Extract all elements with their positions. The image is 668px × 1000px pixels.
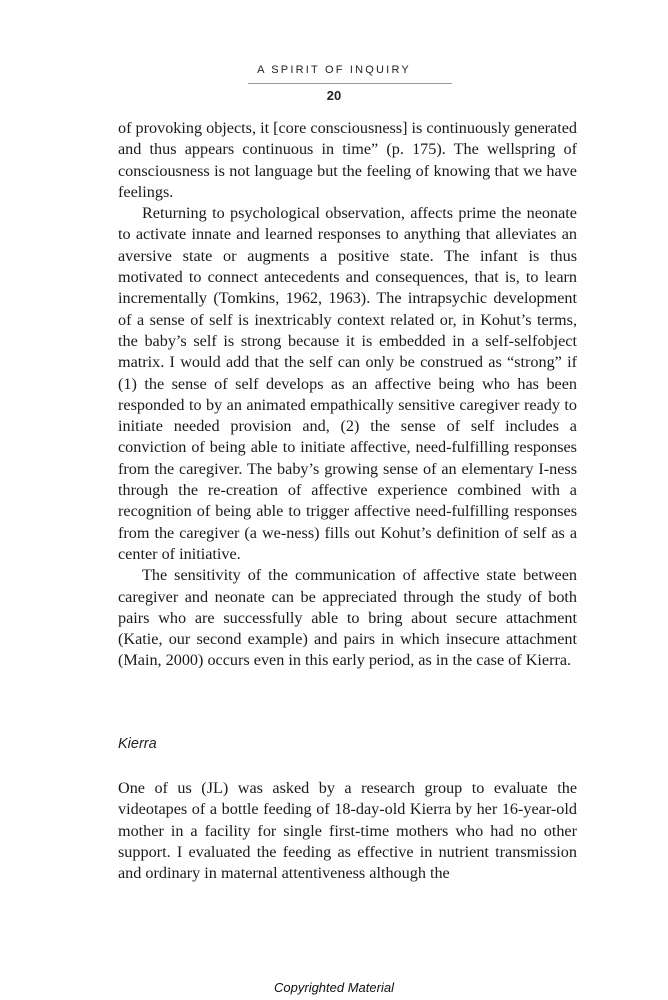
paragraph-sensitivity: The sensitivity of the communication of affective state between caregiver and neonate can be appreciated through the study of both pairs who are successfully able to bring about secure attachment (Katie, our second example) and pairs in which insecure attachment (Main, 2000) occurs even in this early period, as in the case of Kierra. xyxy=(118,566,577,670)
paragraph-kierra: One of us (JL) was asked by a research group to evaluate the videotapes of a bottle feeding of 18-day-old Kierra by her 16-year-old mother in a facility for single first-time mothers who had no other support. I evaluated the feeding as effective in nutrient transmission and ordinary in maternal attentiveness although the xyxy=(118,779,577,883)
running-head: A SPIRIT OF INQUIRY xyxy=(257,64,411,76)
header-rule xyxy=(248,83,452,84)
page-number: 20 xyxy=(326,88,342,103)
paragraph-returning: Returning to psychological observation, affects prime the neonate to activate innate and learned responses to anything that alleviates an aversive state or augments a positive state. The infant is thus motivated to connect antecedents and consequences, that is, to learn incrementally (Tomkins, 1962, 1963). The intrapsychic development of a sense of self is inextricably context related or, in Kohut’s terms, the baby’s self is strong because it is embedded in a self-selfobject matrix. I would add that the self can only be construed as “strong” if (1) the sense of self develops as an affective being who has been responded to by an animated empathically sensitive caregiver ready to initiate needed provision and, (2) the sense of self includes a conviction of being able to initiate affective, need-fulfilling responses from the caregiver. The baby’s growing sense of an elementary I-ness through the re-creation of affective experience combined with a recognition of being able to trigger affective need-fulfilling responses from the caregiver (a we-ness) fills out Kohut’s definition of self as a center of initiative. xyxy=(118,204,577,563)
section-heading: Kierra xyxy=(118,736,157,752)
copyright-footer: Copyrighted Material xyxy=(274,980,394,995)
main-text xyxy=(118,118,577,672)
section-text xyxy=(118,778,577,884)
paragraph-continuation: of provoking objects, it [core consciousness] is continuously generated and thus appears continuous in time” (p. 175). The wellspring of consciousness is not language but the feeling of knowing that we have feelings. xyxy=(118,119,577,201)
